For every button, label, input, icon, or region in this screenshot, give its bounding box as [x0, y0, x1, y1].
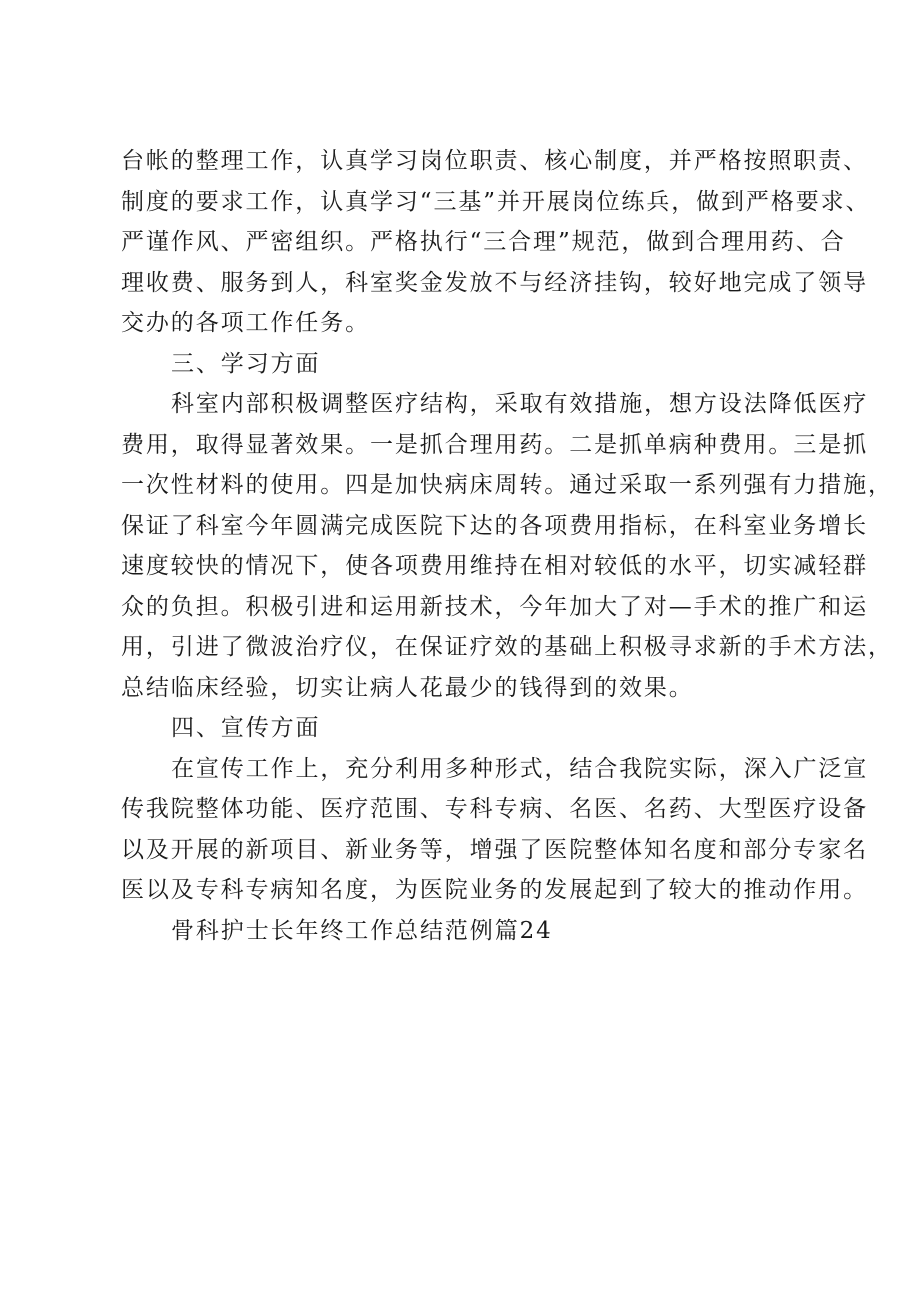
text-line: 医以及专科专病知名度，为医院业务的发展起到了较大的推动作用。 — [121, 877, 868, 903]
article-title — [121, 911, 821, 952]
text-line: 用，引进了微波治疗仪，在保证疗效的基础上积极寻求新的手术方法， — [121, 634, 893, 660]
text-line: 费用，取得显著效果。一是抓合理用药。二是抓单病种费用。三是抓 — [121, 431, 868, 458]
text-line: 在宣传工作上，充分利用多种形式，结合我院实际，深入广泛宣 — [171, 755, 869, 782]
document-body — [121, 141, 893, 951]
text-line: 一次性材料的使用。四是加快病床周转。通过采取一系列强有力措施， — [121, 472, 893, 498]
article-title-text: 骨科护士长年终工作总结范例篇24 — [171, 917, 553, 944]
text-line: 传我院整体功能、医疗范围、专科专病、名医、名药、大型医疗设备 — [121, 796, 868, 822]
section-heading-study — [121, 344, 821, 385]
section-heading-publicity — [121, 708, 821, 749]
text-line: 严谨作风、严密组织。严格执行“三合理”规范，做到合理用药、合 — [121, 229, 846, 255]
text-line: 速度较快的情况下，使各项费用维持在相对较低的水平，切实减轻群 — [121, 553, 868, 579]
text-line: 制度的要求工作，认真学习“三基”并开展岗位练兵，做到严格要求、 — [121, 188, 871, 215]
text-line: 交办的各项工作任务。 — [121, 310, 370, 336]
text-line: 理收费、服务到人，科室奖金发放不与经济挂钩，较好地完成了领导 — [121, 269, 868, 296]
text-line: 以及开展的新项目、新业务等，增强了医院整体知名度和部分专家名 — [121, 836, 868, 863]
text-line: 台帐的整理工作，认真学习岗位职责、核心制度，并严格按照职责、 — [121, 148, 868, 174]
paragraph-publicity — [121, 749, 869, 911]
text-line: 科室内部积极调整医疗结构，采取有效措施，想方设法降低医疗 — [171, 391, 869, 417]
section-heading-text: 三、学习方面 — [171, 350, 321, 377]
text-line: 总结临床经验，切实让病人花最少的钱得到的效果。 — [121, 674, 694, 701]
text-line: 众的负担。积极引进和运用新技术，今年加大了对—手术的推广和运 — [121, 593, 868, 620]
paragraph-duties — [121, 141, 871, 344]
section-heading-text: 四、宣传方面 — [171, 715, 321, 741]
text-line: 保证了科室今年圆满完成医院下达的各项费用指标，在科室业务增长 — [121, 512, 868, 539]
paragraph-study — [121, 384, 893, 708]
